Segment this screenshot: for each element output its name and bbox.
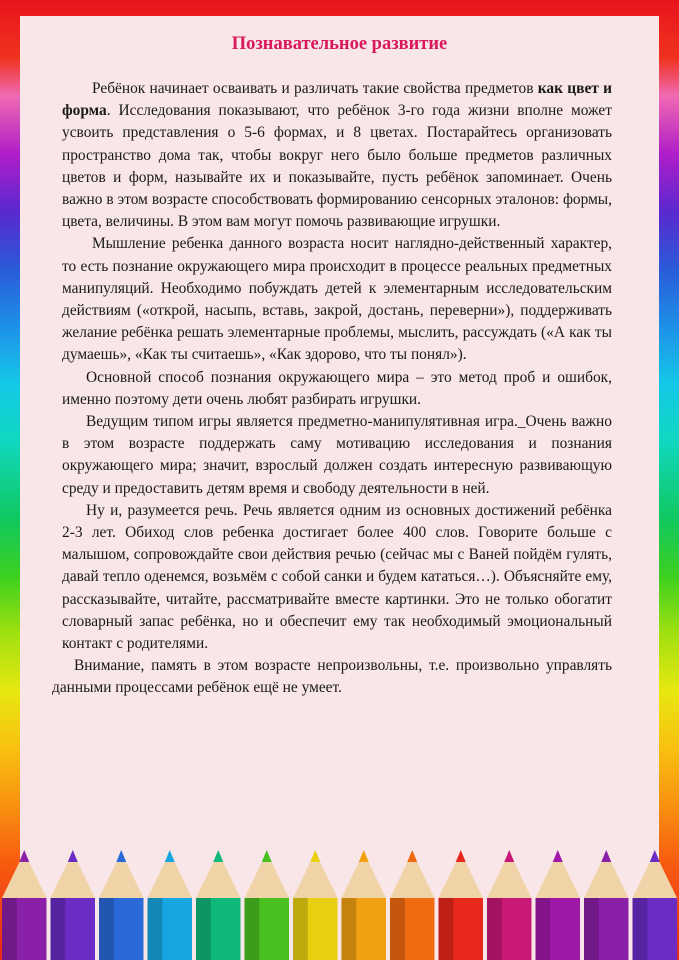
pencil xyxy=(390,850,435,960)
pencil xyxy=(293,850,338,960)
pencil xyxy=(439,850,484,960)
pencil xyxy=(584,850,629,960)
paragraph-3: Основной способ познания окружающего мира – это метод проб и ошибок, именно поэтому дети очень любят разбирать игрушки. xyxy=(62,368,612,408)
paragraph-5: Ну и, разумеется речь. Речь является одним из основных достижений ребёнка 2-3 лет. Обиход слов ребенка достигает более 400 слов. Говорите больше с малышом, сопровождайте свои действия речью (сейчас мы с Ваней пойдём гулять, давай тепло оденемся, возьмём с собой санки и будем кататься…). Объясняйте ему, рассказывайте, читайте, рассматривайте вместе картинки. Это не только обогатит словарный запас ребёнка, но и обеспечит ему так необходимый эмоциональный контакт с родителями. xyxy=(62,501,612,653)
pencil xyxy=(342,850,387,960)
pencil xyxy=(2,850,47,960)
pencil xyxy=(51,850,96,960)
pencil xyxy=(245,850,290,960)
paragraph-1-text-rest: . Исследования показывают, что ребёнок 3-го года жизни вполне может усвоить представления о 5-6 формах, и 8 цветах. Постарайтесь организовать пространство дома так, чтобы вокруг него было больше предметов различных цветов и форм, называйте их и показывайте, пусть ребёнок запоминает. Очень важно в этом возрасте способствовать формированию сенсорных эталонов: формы, цвета, величины. В этом вам могут помочь развивающие игрушки. xyxy=(62,102,612,231)
page-title: Познавательное развитие xyxy=(231,34,448,54)
paragraph-2: Мышление ребенка данного возраста носит наглядно-действенный характер, то есть познание окружающего мира происходит в процессе реальных предметных манипуляций. Необходимо побуждать детей к элементарным исследовательским действиям («открой, насыпь, вставь, закрой, достань, переверни»), поддерживать желание ребёнка решать элементарные проблемы, мыслить, рассуждать («А как ты думаешь», «Как ты считаешь», «Как здорово, что ты понял»). xyxy=(62,235,612,364)
paragraph-1 xyxy=(62,78,612,233)
pencil xyxy=(196,850,241,960)
pencil xyxy=(633,850,678,960)
paragraph-1-bold: как цвет и форма xyxy=(62,80,612,120)
paragraph-6: Внимание, память в этом возрасте непроизвольны, т.е. произвольно управлять данными процессами ребёнок ещё не умеет. xyxy=(52,657,612,697)
pencil xyxy=(536,850,581,960)
pencil xyxy=(487,850,532,960)
article-body xyxy=(52,78,612,700)
pencil xyxy=(148,850,193,960)
pencil xyxy=(99,850,144,960)
colored-pencils-icon xyxy=(0,840,679,960)
paragraph-4: Ведущим типом игры является предметно-манипулятивная игра._Очень важно в этом возрасте поддержать саму мотивацию исследования и познания окружающего мира; значит, взрослый должен создать интересную развивающую среду и предоставить детям время и свободу деятельности в ней. xyxy=(62,413,612,497)
paragraph-1-text: Ребёнок начинает осваивать и различать такие свойства предметов xyxy=(92,80,538,97)
